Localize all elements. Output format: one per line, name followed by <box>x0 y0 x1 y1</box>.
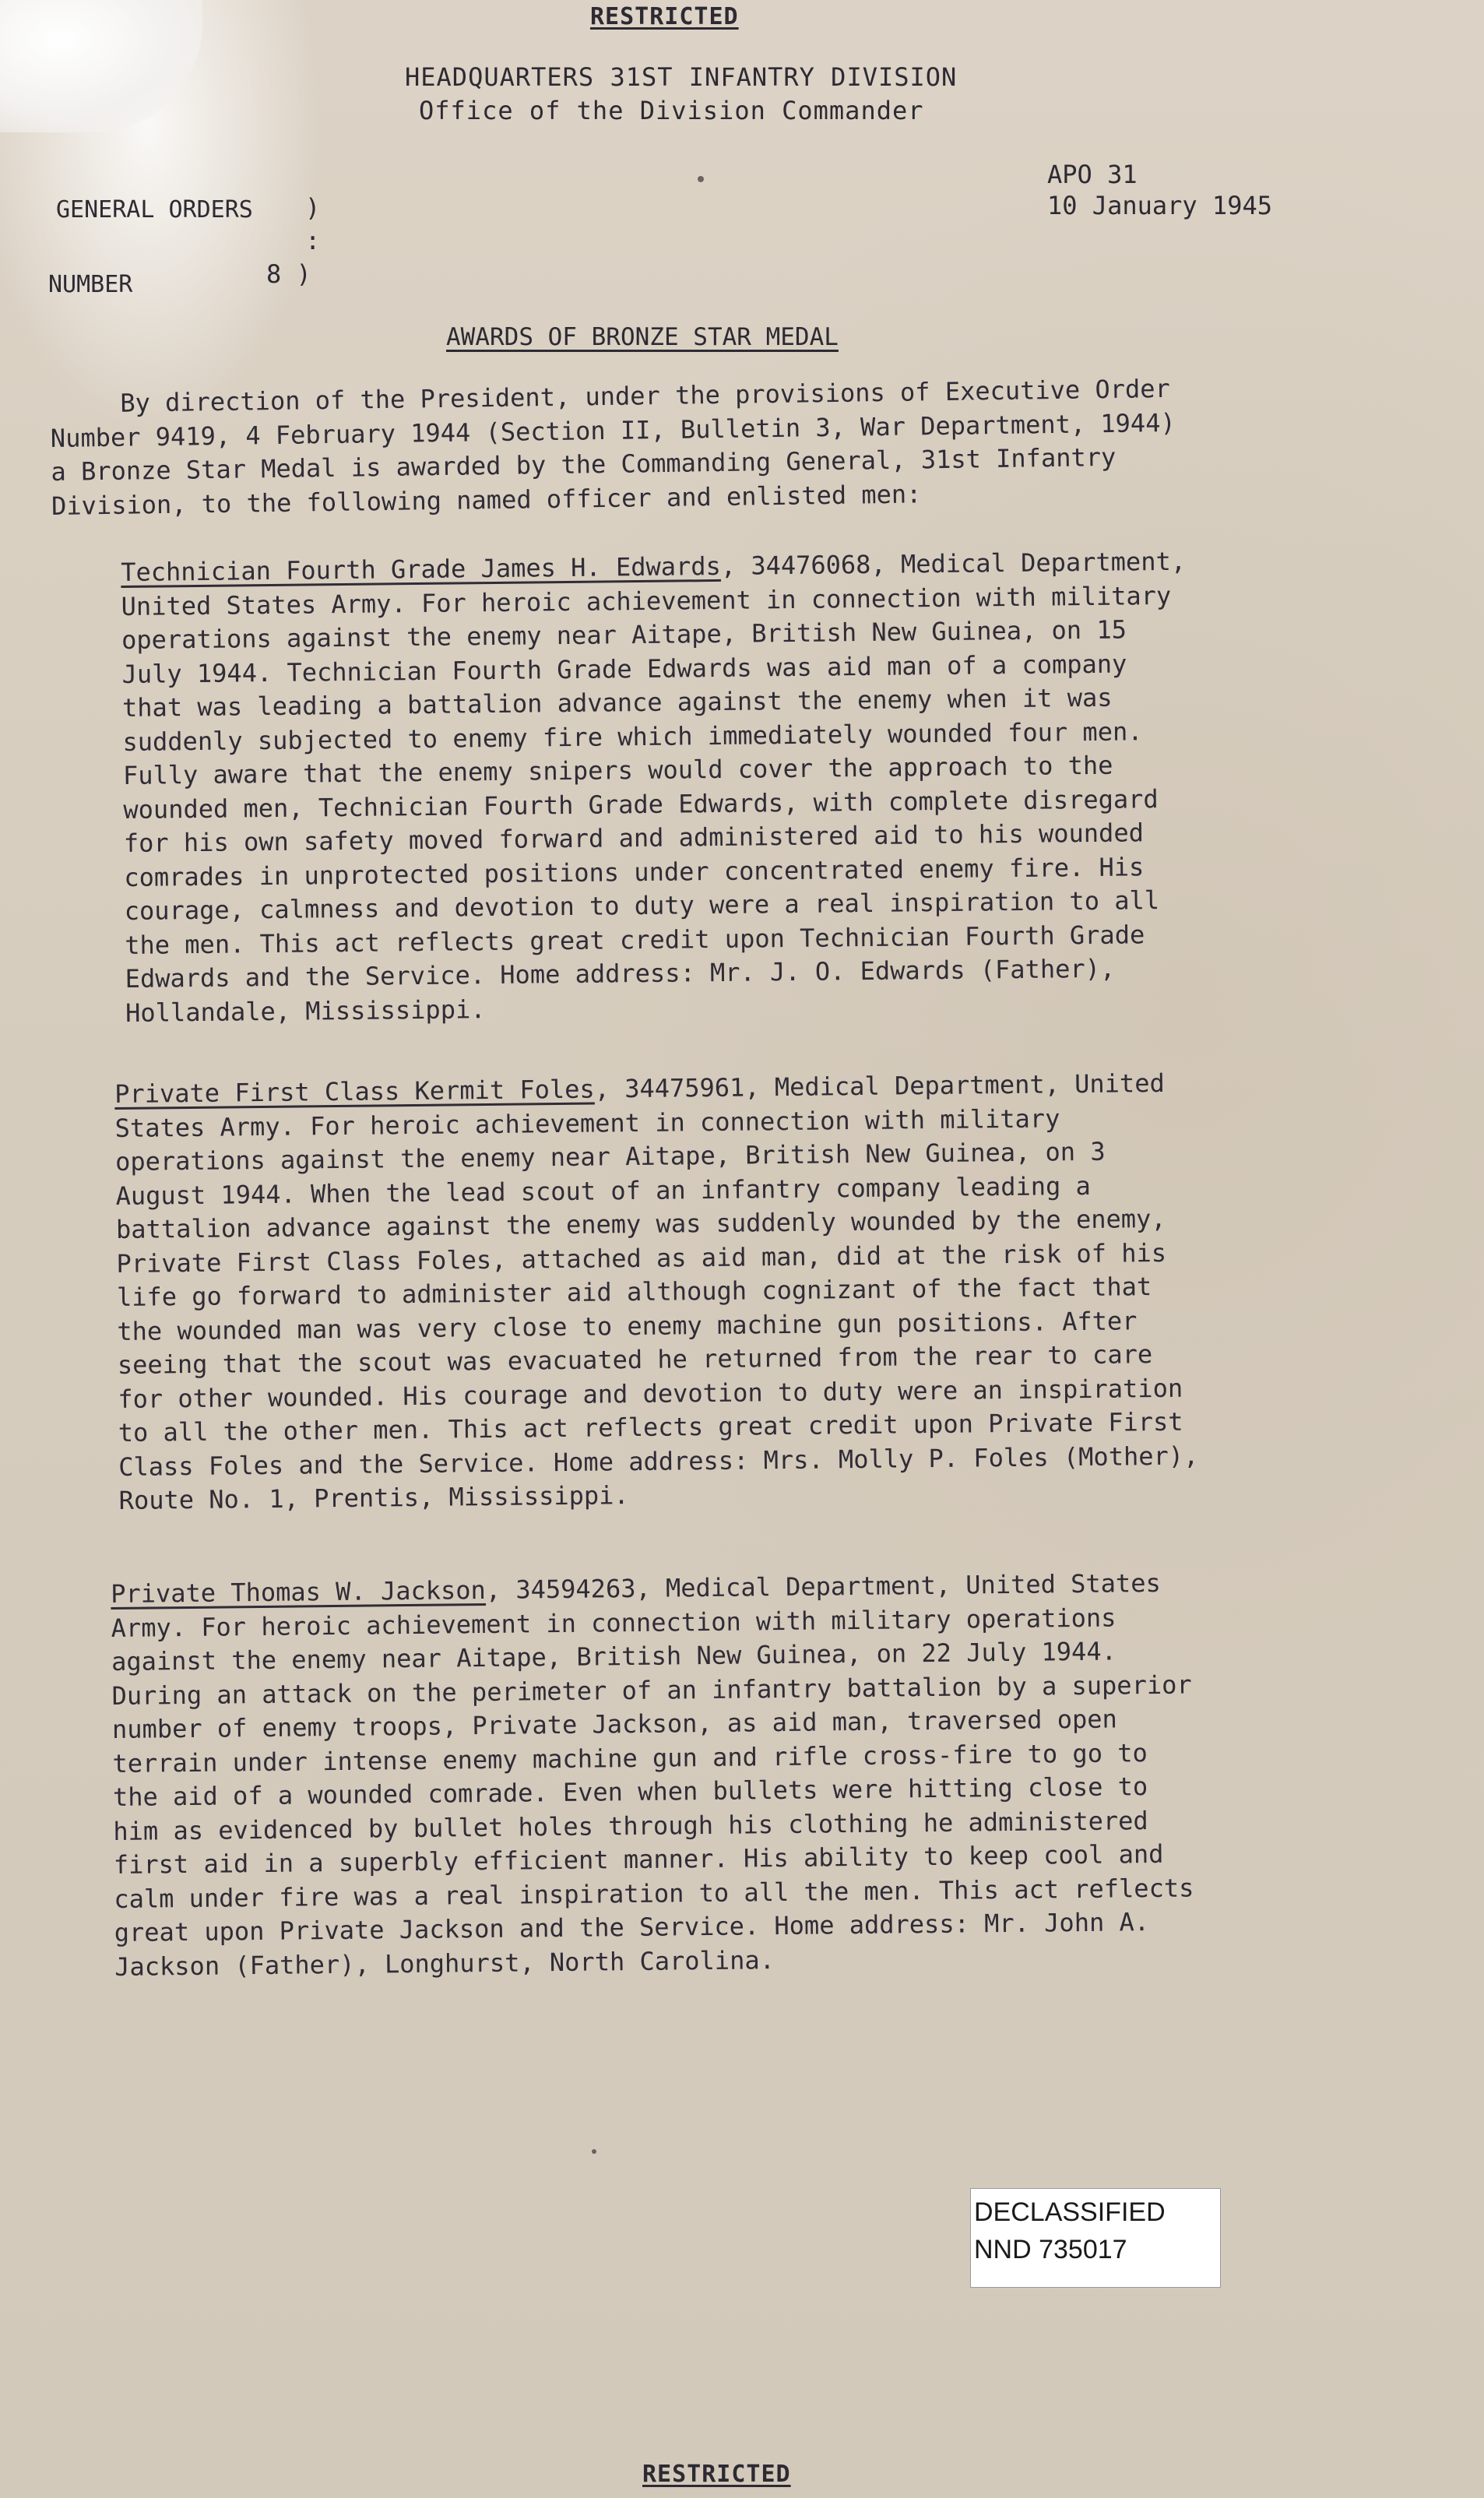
citation-line: the aid of a wounded comrade. Even when bullets were hitting close to <box>112 1771 1148 1812</box>
citation-line: calm under fire was a real inspiration to all the men. This act reflects <box>114 1872 1194 1914</box>
citation-foles <box>114 1066 1199 1518</box>
classification-top: RESTRICTED <box>590 3 739 30</box>
citation-line: wounded men, Technician Fourth Grade Edwards, with complete disregard <box>123 783 1159 825</box>
general-orders-paren: ) <box>305 193 321 223</box>
citation-line: operations against the enemy near Aitape, British New Guinea, on 3 <box>114 1136 1106 1177</box>
declassified-stamp <box>970 2188 1221 2288</box>
number-digit: 8 <box>266 259 282 289</box>
citation-line: first aid in a superbly efficient manner. His ability to keep cool and <box>113 1838 1164 1880</box>
apo-line: APO 31 <box>1047 160 1138 189</box>
citation-first-line-rest: , 34594263, Medical Department, United States <box>485 1567 1161 1605</box>
citation-line: the wounded man was very close to enemy machine gun positions. After <box>117 1305 1138 1346</box>
citation-first-line-rest: , 34475961, Medical Department, United <box>594 1068 1165 1104</box>
citation-line: for his own safety moved forward and administered aid to his wounded <box>123 818 1145 858</box>
citation-line: United States Army. For heroic achievement in connection with military <box>121 580 1172 621</box>
citation-line: States Army. For heroic achievement in connection with military <box>114 1103 1060 1143</box>
citation-line: During an attack on the perimeter of an infantry battalion by a superior <box>111 1669 1192 1711</box>
section-title: AWARDS OF BRONZE STAR MEDAL <box>446 323 839 351</box>
citation-line: operations against the enemy near Aitape, British New Guinea, on 15 <box>121 614 1127 655</box>
citation-line: great upon Private Jackson and the Service. Home address: Mr. John A. <box>114 1907 1150 1947</box>
awardee-name: Private First Class Kermit Foles <box>114 1074 595 1109</box>
citation-line: comrades in unprotected positions under concentrated enemy fire. His <box>124 851 1145 892</box>
intro-line: Division, to the following named officer and enlisted men: <box>51 478 922 521</box>
citation-line: terrain under intense enemy machine gun and rifle cross-fire to go to <box>112 1737 1148 1779</box>
intro-line: a Bronze Star Medal is awarded by the Commanding General, 31st Infantry <box>51 442 1117 487</box>
date-line: 10 January 1945 <box>1047 191 1272 220</box>
citation-line: July 1944. Technician Fourth Grade Edwards was aid man of a company <box>121 648 1127 689</box>
citation-line: the men. This act reflects great credit upon Technician Fourth Grade <box>125 919 1145 960</box>
citation-jackson <box>111 1566 1195 1983</box>
general-orders-colon: : <box>305 226 321 255</box>
citation-line: seeing that the scout was evacuated he returned from the rear to care <box>117 1339 1153 1380</box>
citation-line: Route No. 1, Prentis, Mississippi. <box>118 1480 629 1515</box>
citation-line: Hollandale, Mississippi. <box>125 994 486 1028</box>
light-glare <box>0 0 202 132</box>
citation-line: to all the other men. This act reflects great credit upon Private First <box>118 1406 1183 1448</box>
office-line: Office of the Division Commander <box>419 96 924 125</box>
citation-line: against the enemy near Aitape, British New Guinea, on 22 July 1944. <box>111 1636 1117 1676</box>
citation-line: Edwards and the Service. Home address: Mr. J. O. Edwards (Father), <box>125 953 1116 994</box>
citation-first-line-rest: , 34476068, Medical Department, <box>720 546 1187 581</box>
intro-paragraph <box>50 372 1176 523</box>
citation-line: August 1944. When the lead scout of an infantry company leading a <box>115 1170 1091 1211</box>
classification-bottom: RESTRICTED <box>642 2461 791 2488</box>
citation-line: that was leading a battalion advance against the enemy when it was <box>121 682 1113 723</box>
citation-line: Jackson (Father), Longhurst, North Carolina. <box>114 1944 775 1982</box>
awardee-name: Technician Fourth Grade James H. Edwards <box>121 551 722 587</box>
citation-line: suddenly subjected to enemy fire which immediately wounded four men. <box>122 716 1143 757</box>
number-paren: ) <box>296 259 311 289</box>
citation-line: Private First Class Foles, attached as aid man, did at the risk of his <box>116 1237 1167 1279</box>
headquarters-line: HEADQUARTERS 31ST INFANTRY DIVISION <box>405 62 958 92</box>
citation-line: courage, calmness and devotion to duty were a real inspiration to all <box>124 885 1160 926</box>
intro-line: By direction of the President, under the provisions of Executive Order <box>120 373 1171 418</box>
awardee-name: Private Thomas W. Jackson <box>111 1574 487 1609</box>
citation-line: Fully aware that the enemy snipers would cover the approach to the <box>122 750 1113 790</box>
citation-edwards <box>121 545 1190 1030</box>
citation-line: Class Foles and the Service. Home address: Mrs. Molly P. Foles (Mother), <box>118 1440 1199 1482</box>
citation-line: life go forward to administer aid although cognizant of the fact that <box>116 1272 1152 1312</box>
number-value <box>266 259 311 289</box>
citation-line: Army. For heroic achievement in connection with military operations <box>111 1602 1117 1643</box>
stamp-line-1: DECLASSIFIED <box>974 2197 1166 2227</box>
number-label: NUMBER <box>48 271 133 298</box>
general-orders-label: GENERAL ORDERS <box>56 196 253 223</box>
ink-speck <box>592 2149 596 2154</box>
citation-line: for other wounded. His courage and devotion to duty were an inspiration <box>118 1373 1183 1414</box>
stamp-line-2: NND 735017 <box>974 2235 1127 2264</box>
ink-speck <box>698 176 704 182</box>
intro-line: Number 9419, 4 February 1944 (Section II, Bulletin 3, War Department, 1944) <box>50 407 1176 453</box>
citation-line: him as evidenced by bullet holes through his clothing he administered <box>113 1805 1148 1846</box>
citation-line: battalion advance against the enemy was suddenly wounded by the enemy, <box>115 1203 1166 1244</box>
citation-line: number of enemy troops, Private Jackson, as aid man, traversed open <box>111 1704 1117 1744</box>
